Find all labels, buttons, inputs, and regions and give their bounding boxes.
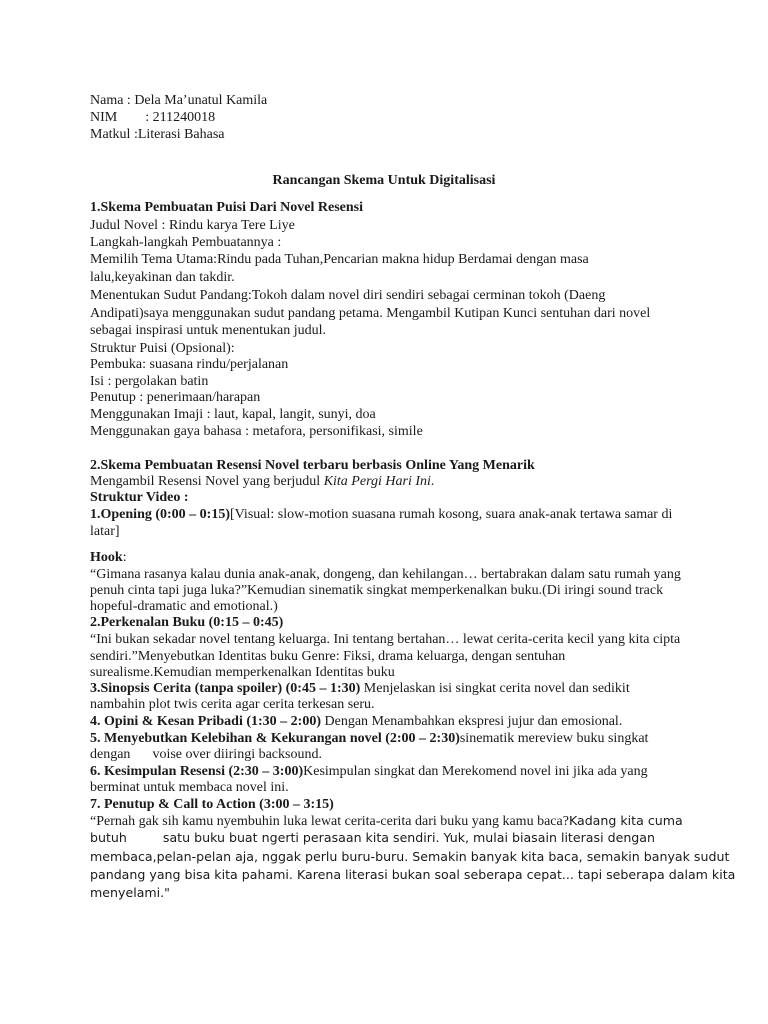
kesimpulan-label: 6. Kesimpulan Resensi (2:30 – 3:00) [90,764,304,779]
opening-line1 [90,507,672,524]
perkenalan-heading: 2.Perkenalan Buku (0:15 – 0:45) [90,615,284,630]
penutup-text-sans: Kadang kita cuma [568,813,683,828]
hook-line2: penuh cinta tapi juga luka?”Kemudian sinematik singkat memperkenalkan buku.(Di iringi sound track [90,583,664,598]
penutup-text-a: butuh [90,830,127,845]
section2-intro [90,474,434,491]
section1-judul: Judul Novel : Rindu karya Tere Liye [90,218,295,233]
penutup-heading: 7. Penutup & Call to Action (3:00 – 3:15) [90,797,334,812]
kelebihan-label: 5. Menyebutkan Kelebihan & Kekurangan novel (2:00 – 2:30) [90,731,460,746]
opening-text: [Visual: slow-motion suasana rumah kosong, suara anak-anak tertawa samar di [230,507,673,522]
opening-line2: latar] [90,524,120,539]
nim-value: : 211240018 [145,110,216,125]
opini-text: Dengan Menambahkan ekspresi jujur dan emosional. [321,714,623,729]
section1-tema-line1: Memilih Tema Utama:Rindu pada Tuhan,Pencarian makna hidup Berdamai dengan masa [90,252,589,267]
section1-sudut-line1: Menentukan Sudut Pandang:Tokoh dalam novel diri sendiri sebagai cerminan tokoh (Daeng [90,288,606,303]
student-name: Nama : Dela Ma’unatul Kamila [90,93,268,108]
struktur-video-heading: Struktur Video : [90,490,189,505]
section1-pembuka: Pembuka: suasana rindu/perjalanan [90,357,289,372]
penutup-line2 [90,830,655,847]
section1-imaji: Menggunakan Imaji : laut, kapal, langit, sunyi, doa [90,407,376,422]
kelebihan-line1 [90,731,648,748]
hook-line1: “Gimana rasanya kalau dunia anak-anak, dongeng, dan kehilangan… bertabrakan dalam satu rumah yang [90,567,681,582]
kelebihan-text-b: voise over diiringi backsound. [152,747,322,762]
opini-label: 4. Opini & Kesan Pribadi (1:30 – 2:00) [90,714,322,729]
penutup-text-b: satu buku buat ngerti perasaan kita sendiri. Yuk, mulai biasain literasi dengan [162,830,655,845]
sinopsis-line2: nambahin plot twis cerita agar cerita terkesan seru. [90,697,375,712]
kelebihan-line2 [90,747,322,764]
penutup-line5: menyelami." [90,885,170,900]
opini-line [90,714,622,731]
section1-sudut-line3: sebagai inspirasi untuk menentukan judul. [90,323,327,338]
section1-penutup: Penutup : penerimaan/harapan [90,390,261,405]
course-name: Matkul :Literasi Bahasa [90,127,225,142]
section1-langkah: Langkah-langkah Pembuatannya : [90,235,282,250]
novel-title: Kita Pergi Hari Ini [323,474,431,489]
kelebihan-text: sinematik mereview buku singkat [459,731,649,746]
penutup-line1 [90,813,683,831]
hook-heading [90,550,127,567]
penutup-text-serif: “Pernah gak sih kamu nyembuhin luka lewat cerita-cerita dari buku yang kamu baca? [90,814,569,829]
intro-prefix: Mengambil Resensi Novel yang berjudul [90,474,324,489]
kesimpulan-line2: berminat untuk membaca novel ini. [90,780,289,795]
hook-colon: : [122,550,127,565]
student-nim [90,110,215,127]
perkenalan-line3: surealisme.Kemudian memperkenalkan Identitas buku [90,665,395,680]
kesimpulan-text: Kesimpulan singkat dan Merekomend novel ini jika ada yang [303,764,648,779]
kelebihan-text-a: dengan [90,747,131,762]
sinopsis-label: 3.Sinopsis Cerita (tanpa spoiler) (0:45 – 1:30) [90,681,361,696]
penutup-line4: pandang yang bisa kita pahami. Karena literasi bukan soal seberapa cepat... tapi seberapa dalam kita [90,867,736,882]
nim-label: NIM [90,110,118,125]
section1-heading: 1.Skema Pembuatan Puisi Dari Novel Resensi [90,200,363,215]
hook-label: Hook [90,550,123,565]
opening-label: 1.Opening (0:00 – 0:15) [90,507,230,522]
sinopsis-text: Menjelaskan isi singkat cerita novel dan sedikit [360,681,630,696]
document-title: Rancangan Skema Untuk Digitalisasi [272,173,496,188]
sinopsis-line1 [90,681,630,698]
kesimpulan-line1 [90,764,648,781]
section1-struktur: Struktur Puisi (Opsional): [90,341,235,356]
section1-isi: Isi : pergolakan batin [90,374,209,389]
perkenalan-line2: sendiri.”Menyebutkan Identitas buku Genre: Fiksi, drama keluarga, dengan sentuhan [90,649,566,664]
intro-suffix: . [430,474,435,489]
penutup-line3: membaca,pelan-pelan aja, nggak perlu buru-buru. Semakin banyak kita baca, semakin banyak sudut [90,849,730,864]
section2-heading: 2.Skema Pembuatan Resensi Novel terbaru berbasis Online Yang Menarik [90,458,535,473]
section1-gaya: Menggunakan gaya bahasa : metafora, personifikasi, simile [90,424,423,439]
section1-tema-line2: lalu,keyakinan dan takdir. [90,270,235,285]
perkenalan-line1: “Ini bukan sekadar novel tentang keluarga. Ini tentang bertahan… lewat cerita-cerita kecil yang kita cipta [90,632,681,647]
section1-sudut-line2: Andipati)saya menggunakan sudut pandang petama. Mengambil Kutipan Kunci sentuhan dari novel [90,306,651,321]
hook-line3: hopeful-dramatic and emotional.) [90,599,278,614]
